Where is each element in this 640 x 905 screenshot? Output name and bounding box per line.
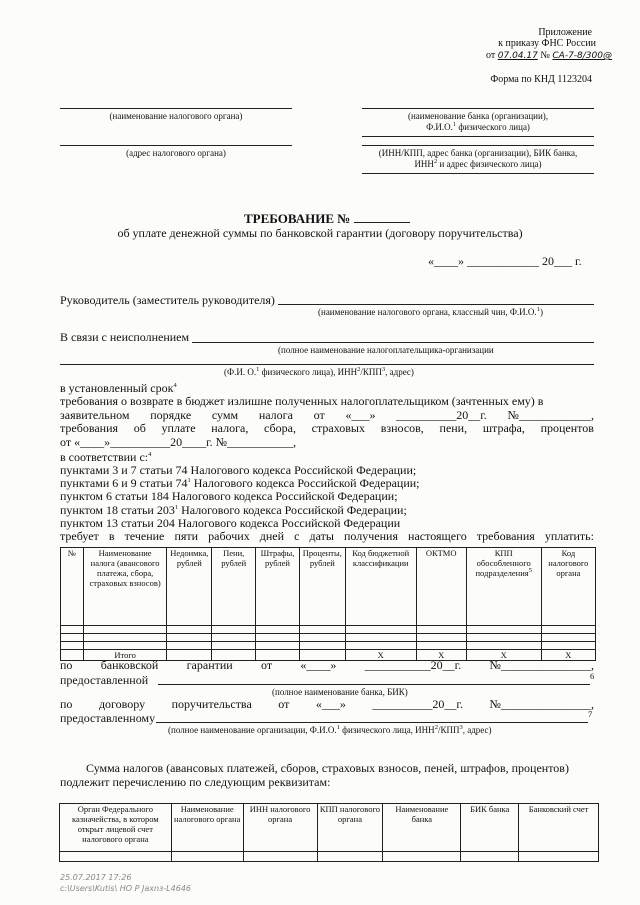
x-mark: Х xyxy=(466,650,541,661)
col-arrears: Недоимка, рублей xyxy=(167,548,212,626)
col-number: № xyxy=(61,548,84,626)
head-line xyxy=(278,304,594,305)
requisites-header xyxy=(60,804,599,852)
payment-table-header xyxy=(61,548,596,626)
order-date: 07.04.17 xyxy=(497,51,538,61)
requirement-line-2: заявительном порядке сумм налога от «___» __________20__г. №____________, xyxy=(60,408,594,422)
table-row xyxy=(61,626,596,634)
col-treasury: Орган Федерального казначейства, в котором открыт лицевой счет налогового органа xyxy=(60,804,172,852)
law-item-4: пунктом 18 статьи $203^1$ Налогового кодекса Российской Федерации; xyxy=(60,503,407,517)
document-subtitle: об уплате денежной суммы по банковской гарантии (договору поручительства) xyxy=(117,226,523,240)
head-caption: (наименование налогового органа, классный чин, Ф.И.О.$^1$) xyxy=(318,306,543,317)
tax-authority-line xyxy=(60,108,292,109)
bank-address-caption: (ИНН/КПП, адрес банка (организации), БИК банка, xyxy=(378,148,578,158)
order-number: СА-7-8/300@ xyxy=(552,51,612,61)
tax-address-caption: (адрес налогового органа) xyxy=(126,148,226,158)
total-label: Итого xyxy=(83,650,166,661)
bank-address-extra-line xyxy=(362,173,594,174)
bank-address-line xyxy=(362,145,594,146)
document-title: ТРЕБОВАНИЕ № xyxy=(244,211,410,226)
col-tax-name: Наименование налога (авансового платежа, сбора, страховых взносов) xyxy=(83,548,166,626)
requisites-table xyxy=(59,803,599,862)
failure-caption: (полное наименование налогоплательщика-организации xyxy=(278,345,494,355)
surety-provided-label: предоставленному xyxy=(60,711,156,725)
table-row xyxy=(60,852,599,862)
tax-authority-caption: (наименование налогового органа) xyxy=(109,111,243,121)
col-interest: Проценты, рублей xyxy=(299,548,345,626)
failure-line-2 xyxy=(60,364,594,365)
accordance-text: в соответствии с:$^4$ xyxy=(60,450,152,464)
x-mark: Х xyxy=(541,650,595,661)
demand-line: требует в течение пяти рабочих дней с даты получения настоящего требования уплатить: xyxy=(60,529,594,543)
requirement-line-3: требования об уплате налога, сбора, страховых взносов, пени, штрафа, процентов xyxy=(60,421,594,435)
col-req-kpp: КПП налогового органа xyxy=(317,804,383,852)
deadline-text: в установленный срок$^4$ xyxy=(60,381,177,395)
bank-name-line xyxy=(362,108,594,109)
guarantee-sup: 6 xyxy=(590,671,595,681)
col-bank-account: Банковский счет xyxy=(519,804,599,852)
col-tax-authority-code: Код налогового органа xyxy=(541,548,595,626)
order-date-prefix: от xyxy=(486,50,496,61)
x-mark: Х xyxy=(345,650,416,661)
col-bank-name: Наименование банка xyxy=(383,804,461,852)
surety-org-line xyxy=(156,722,588,723)
surety-sup: 7 xyxy=(588,709,593,719)
order-date-line xyxy=(486,50,612,62)
tax-address-line xyxy=(60,145,292,146)
failure-caption-2: (Ф.И. О.$^1$ физического лица), ИНН$^2$/КПП$^3$, адрес) xyxy=(224,366,414,377)
law-item-1: пунктами 3 и 7 статьи 74 Налогового кодекса Российской Федерации; xyxy=(60,463,417,477)
col-penalty: Пени, рублей xyxy=(212,548,256,626)
col-kpp: КПП обособленного подразделения$^5$ xyxy=(466,548,541,626)
col-inn: ИНН налогового органа xyxy=(243,804,317,852)
guarantee-provided-label: предоставленной xyxy=(60,673,149,687)
col-tax-authority-name: Наименование налогового органа xyxy=(171,804,243,852)
requirement-line-1: требования о возврате в бюджет излишне полученных налогоплательщиком (зачтенных ему) в xyxy=(60,394,544,408)
x-mark: Х xyxy=(416,650,466,661)
col-oktmo: ОКТМО xyxy=(416,548,466,626)
law-item-2: пунктами 6 и 9 статьи $74^1$ Налогового кодекса Российской Федерации; xyxy=(60,476,420,490)
bank-name-caption: (наименование банка (организации), xyxy=(407,111,549,121)
col-bik: БИК банка xyxy=(461,804,519,852)
surety-line: по договору поручительства от «___» __________20__г. №_______________, xyxy=(60,697,594,711)
head-label: Руководитель (заместитель руководителя) xyxy=(60,293,275,307)
print-timestamp: 25.07.2017 17:26 xyxy=(60,873,132,882)
sum-line-2: подлежит перечислению по следующим реквизитам: xyxy=(60,775,331,789)
table-row xyxy=(61,642,596,650)
payment-table xyxy=(60,547,596,661)
document-date: «____» ____________ 20___ г. xyxy=(428,254,582,268)
appendix-label: Приложение xyxy=(538,27,592,38)
failure-line xyxy=(192,342,594,343)
sum-line-1: Сумма налогов (авансовых платежей, сборов, страховых взносов, пеней, штрафов, процентов) xyxy=(86,761,569,775)
failure-label: В связи с неисполнением xyxy=(60,330,190,344)
bank-address-caption-2: ИНН$^2$ и адрес физического лица) xyxy=(414,158,542,169)
law-item-3: пунктом 6 статьи 184 Налогового кодекса Российской Федерации; xyxy=(60,489,398,503)
order-reference: к приказу ФНС России xyxy=(498,38,596,49)
file-path-stamp: c:\Users\Kutis\ НО Р Jaxnз-L4646 xyxy=(60,884,191,893)
bank-extra-line xyxy=(362,136,594,137)
order-no-prefix: № xyxy=(540,50,550,61)
table-row xyxy=(61,634,596,642)
law-item-5: пунктом 13 статьи 204 Налогового кодекса Российской Федерации xyxy=(60,516,401,530)
bank-name-caption-2: Ф.И.О.$^1$ физического лица) xyxy=(426,121,530,132)
guarantee-caption: (полное наименование банка, БИК) xyxy=(272,687,408,697)
surety-caption: (полное наименование организации, Ф.И.О.$^1$ физического лица, ИНН$^2$/КПП$^3$, адрес) xyxy=(168,724,492,735)
guarantee-line: по банковской гарантии от «____» ___________20__г. №_______________, xyxy=(60,658,594,672)
requirement-line-4: от «____»__________20____г. №___________, xyxy=(60,435,297,449)
guarantee-bank-line xyxy=(158,684,590,685)
col-kbk: Код бюджетной классификации xyxy=(345,548,416,626)
col-fines: Штрафы, рублей xyxy=(256,548,300,626)
form-code: Форма по КНД 1123204 xyxy=(490,74,592,85)
